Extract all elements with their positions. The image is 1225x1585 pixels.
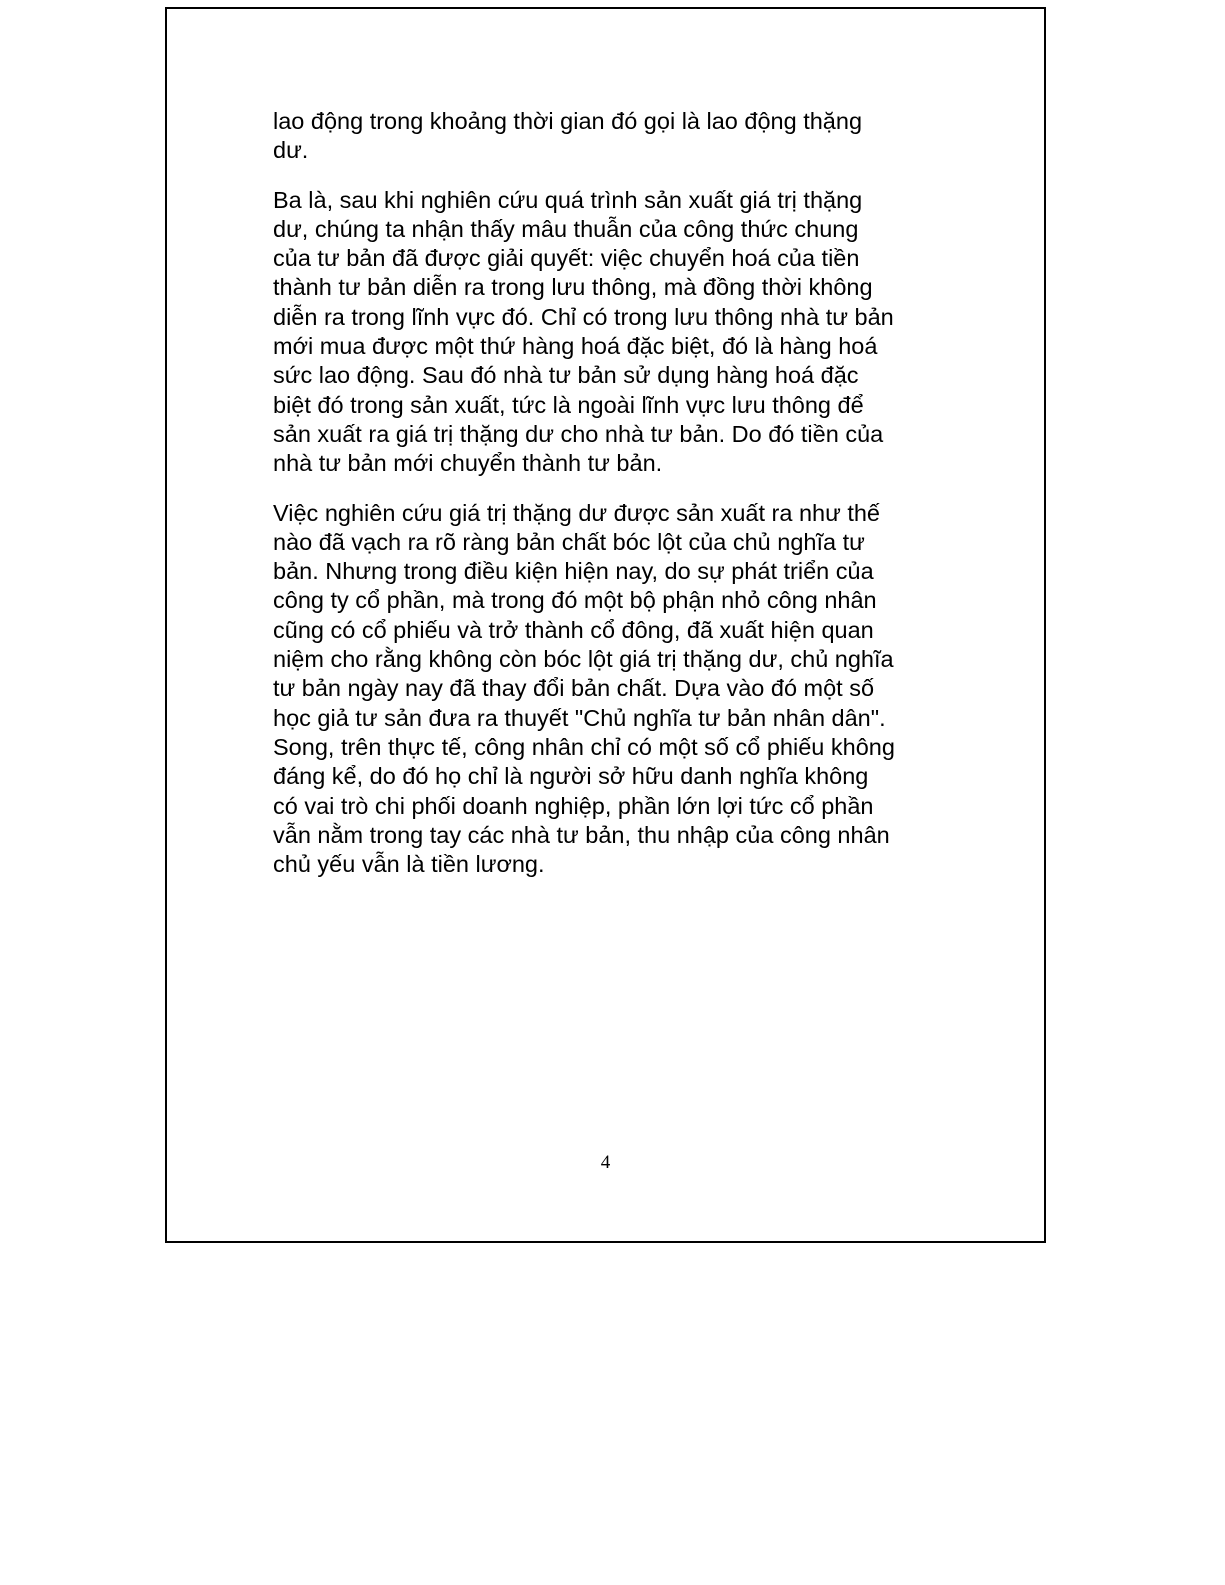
paragraph-3: Việc nghiên cứu giá trị thặng dư được sản xuất ra như thế nào đã vạch ra rõ ràng bản chất bóc lột của chủ nghĩa tư bản. Nhưng trong điều kiện hiện nay, do sự phát triển của công ty cổ phần, mà trong đó một bộ phận nhỏ công nhân cũng có cổ phiếu và trở thành cổ đông, đã xuất hiện quan niệm cho rằng không còn bóc lột giá trị thặng dư, chủ nghĩa tư bản ngày nay đã thay đổi bản chất. Dựa vào đó một số học giả tư sản đưa ra thuyết "Chủ nghĩa tư bản nhân dân". Song, trên thực tế, công nhân chỉ có một số cổ phiếu không đáng kể, do đó họ chỉ là người sở hữu danh nghĩa không có vai trò chi phối doanh nghiệp, phần lớn lợi tức cổ phần vẫn nằm trong tay các nhà tư bản, thu nhập của công nhân chủ yếu vẫn là tiền lương. [273, 499, 895, 878]
body-text [273, 107, 953, 899]
paragraph-1: lao động trong khoảng thời gian đó gọi là lao động thặng dư. [273, 108, 863, 164]
document-page [165, 7, 1046, 1243]
page-number: 4 [600, 1152, 611, 1173]
paragraph-2: Ba là, sau khi nghiên cứu quá trình sản xuất giá trị thặng dư, chúng ta nhận thấy mâu thuẫn của công thức chung của tư bản đã được giải quyết: việc chuyển hoá của tiền thành tư bản diễn ra trong lưu thông, mà đồng thời không diễn ra trong lĩnh vực đó. Chỉ có trong lưu thông nhà tư bản mới mua được một thứ hàng hoá đặc biệt, đó là hàng hoá sức lao động. Sau đó nhà tư bản sử dụng hàng hoá đặc biệt đó trong sản xuất, tức là ngoài lĩnh vực lưu thông để sản xuất ra giá trị thặng dư cho nhà tư bản. Do đó tiền của nhà tư bản mới chuyển thành tư bản. [273, 186, 894, 477]
